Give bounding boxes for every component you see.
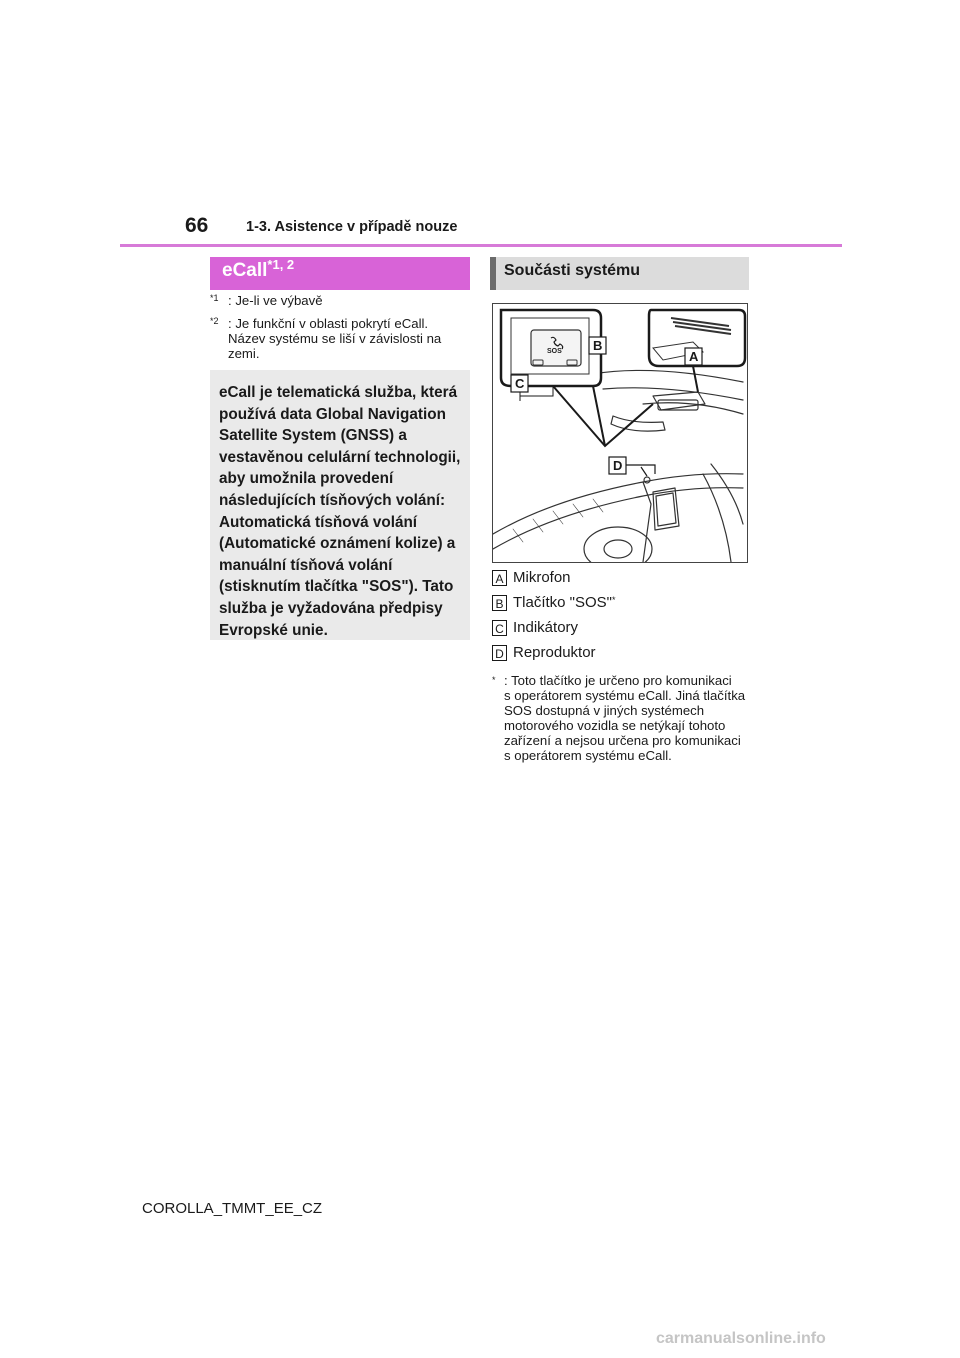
ecall-heading-label: eCall [222,260,268,281]
legend-letter-c: C [492,620,507,636]
button-footnote-mark: * [492,675,496,685]
footnote-2-line1: : Je funkční v oblasti pokrytí eCall. [228,316,429,331]
legend-letter-d: D [492,645,507,661]
legend-item-c [492,618,578,637]
section-title: 1-3. Asistence v případě nouze [246,219,458,235]
dashboard-illustration [493,304,747,562]
callout-b: B [593,338,603,353]
footnote-1-text: : Je-li ve výbavě [228,293,323,308]
callout-a: A [689,349,699,364]
legend-text-b: Tlačítko "SOS" [513,594,613,611]
legend-letter-b: B [492,595,507,611]
legend-item-b [492,593,616,612]
document-code: COROLLA_TMMT_EE_CZ [142,1200,323,1217]
legend-text-c: Indikátory [513,619,579,636]
system-components-diagram [492,303,748,563]
footnote-1 [210,293,323,308]
watermark: carmanualsonline.info [656,1330,826,1347]
legend-sup-b: * [612,595,616,605]
info-box: eCall je telematická služba, která používá data Global Navigation Satellite System (GNSS) a vestavěnou celulární technologii, aby umožnila provedení následujících tísňových volání: Automatická tísňová volání (Automatické oznámení kolize) a manuální tísňová volání (stisknutím tlačítka "SOS"). Tato služba je vyžadována předpisy Evropské unie. [210,370,470,640]
footnote-2-rest: Název systému se liší v závislosti na zemi. [228,331,442,361]
footnote-1-mark: *1 [210,293,219,303]
footnote-2-mark: *2 [210,316,219,326]
legend-item-a [492,568,571,587]
callout-c: C [515,376,525,391]
button-footnote [492,673,750,763]
legend-letter-a: A [492,570,507,586]
button-footnote-line1: : Toto tlačítko je určeno pro komunikaci [504,673,732,688]
page-number: 66 [185,214,209,237]
ecall-heading-sup: *1, 2 [267,257,295,272]
button-footnote-rest: s operátorem systému eCall. Jiná tlačítka SOS dostupná v jiných systémech motorového vozidla se netýkají tohoto zařízení a nejsou určena pro komunikaci s operátorem systému eCall. [504,688,746,763]
sos-button-label: SOS [547,348,562,355]
components-heading: Součásti systému [490,257,749,290]
callout-d: D [613,458,623,473]
ecall-heading [210,257,470,290]
legend-text-a: Mikrofon [513,569,571,586]
legend-item-d [492,643,596,662]
header-rule [120,244,842,247]
legend-text-d: Reproduktor [513,644,596,661]
footnote-2 [210,316,470,361]
